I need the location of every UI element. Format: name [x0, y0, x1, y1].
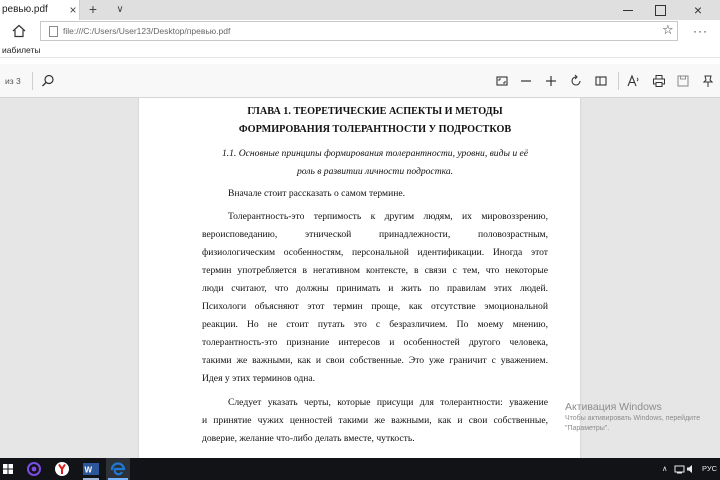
paragraph-line: Психологи объясняют этот термин проще, как отсутствие эмоциональной	[202, 301, 548, 312]
tab-list-chevron-icon[interactable]: ∨	[116, 4, 124, 15]
tab-close-icon[interactable]: ×	[69, 3, 77, 17]
save-icon[interactable]	[675, 73, 691, 89]
paragraph-line: люди считают, что должны принимать и жить по правилам этих людей.	[202, 283, 548, 294]
word-icon[interactable]	[80, 458, 102, 480]
activation-subtitle: Чтобы активировать Windows, перейдите	[565, 415, 701, 422]
yandex-browser-icon[interactable]	[52, 458, 72, 480]
read-aloud-icon[interactable]	[626, 73, 642, 89]
paragraph-line: Следует указать черты, которые присущи для толерантности: уважение	[228, 397, 548, 408]
edge-icon[interactable]	[106, 458, 130, 480]
network-icon[interactable]	[674, 458, 686, 480]
paragraph-line: реакции. Но не стоит путать это с безразличием. По моему мнению,	[202, 319, 548, 330]
paragraph-line: толерантность-это признание интересов и особенностей другого человека,	[202, 337, 548, 348]
address-bar-row	[0, 20, 720, 42]
address-input[interactable]	[40, 21, 678, 41]
toolbar-divider	[32, 72, 33, 90]
windows-start-icon[interactable]	[0, 458, 18, 480]
taskbar	[0, 458, 720, 480]
alice-icon[interactable]	[24, 458, 44, 480]
paragraph-line: Толерантность-это терпимость к другим людям, их мировоззрению,	[228, 211, 548, 222]
zoom-in-icon[interactable]	[543, 73, 559, 89]
file-icon	[49, 26, 58, 37]
activation-title: Активация Windows	[565, 401, 662, 413]
chapter-title-line: ГЛАВА 1. ТЕОРЕТИЧЕСКИЕ АСПЕКТЫ И МЕТОДЫ	[247, 106, 503, 117]
page-count: из 3	[5, 76, 21, 86]
chapter-title-line: ФОРМИРОВАНИЯ ТОЛЕРАНТНОСТИ У ПОДРОСТКОВ	[238, 124, 512, 135]
section-title-line: 1.1. Основные принципы формирования толерантности, уровни, виды и её	[221, 148, 529, 159]
pdf-page	[139, 98, 580, 458]
fit-page-icon[interactable]	[494, 73, 510, 89]
new-tab-button[interactable]: +	[88, 1, 98, 17]
paragraph-line: такими же важными, как и свои собственные. Это уже граничит с уважением.	[202, 355, 548, 366]
language-indicator[interactable]: РУС	[702, 464, 718, 473]
paragraph-line: и принятие чужих ценностей такими же важными, как и свои собственные,	[202, 415, 548, 426]
paragraph-line: вероисповеданию, этнической принадлежности, половозрастным,	[202, 229, 548, 240]
window-close-button[interactable]: ×	[693, 2, 703, 18]
search-icon[interactable]	[40, 73, 56, 89]
pin-icon[interactable]	[700, 73, 716, 89]
bookmarks-bar	[0, 42, 720, 58]
tab-title: ревью.pdf	[2, 4, 48, 15]
pdf-viewport[interactable]	[0, 98, 720, 458]
tab-pdf[interactable]	[0, 0, 80, 20]
tray-expand-icon[interactable]: ∧	[662, 464, 668, 473]
paragraph-line: Вначале стоит рассказать о самом термине.	[228, 188, 406, 199]
bookmark-item[interactable]: иабилеты	[2, 45, 41, 55]
tab-strip	[0, 0, 720, 20]
volume-icon[interactable]	[686, 458, 696, 480]
rotate-icon[interactable]	[568, 73, 584, 89]
minimize-button[interactable]	[618, 0, 638, 20]
star-icon[interactable]: ☆	[662, 22, 674, 37]
more-icon[interactable]: ···	[693, 24, 708, 38]
paragraph-line: термин употребляется в негативном контексте, в связи с тем, что некоторые	[202, 265, 548, 276]
home-icon[interactable]	[10, 22, 28, 40]
paragraph-line: доверие, желание что-либо делать вместе, чуткость.	[202, 433, 415, 444]
zoom-out-icon[interactable]	[518, 73, 534, 89]
paragraph-line: Идея у этих терминов одна.	[202, 373, 316, 384]
pdf-toolbar	[0, 64, 720, 98]
toolbar-divider	[618, 72, 619, 90]
activation-subtitle: "Параметры".	[565, 425, 610, 432]
maximize-button[interactable]	[650, 0, 670, 20]
paragraph-line: физиологическим особенностям, персональной идентификации. Иногда этот	[202, 247, 548, 258]
print-icon[interactable]	[651, 73, 667, 89]
svg-text:W: W	[84, 465, 93, 475]
section-title-line: роль в развитии личности подростка.	[296, 166, 454, 177]
url-text: file:///C:/Users/User123/Desktop/превью.pdf	[63, 26, 231, 36]
page-view-icon[interactable]	[593, 73, 609, 89]
